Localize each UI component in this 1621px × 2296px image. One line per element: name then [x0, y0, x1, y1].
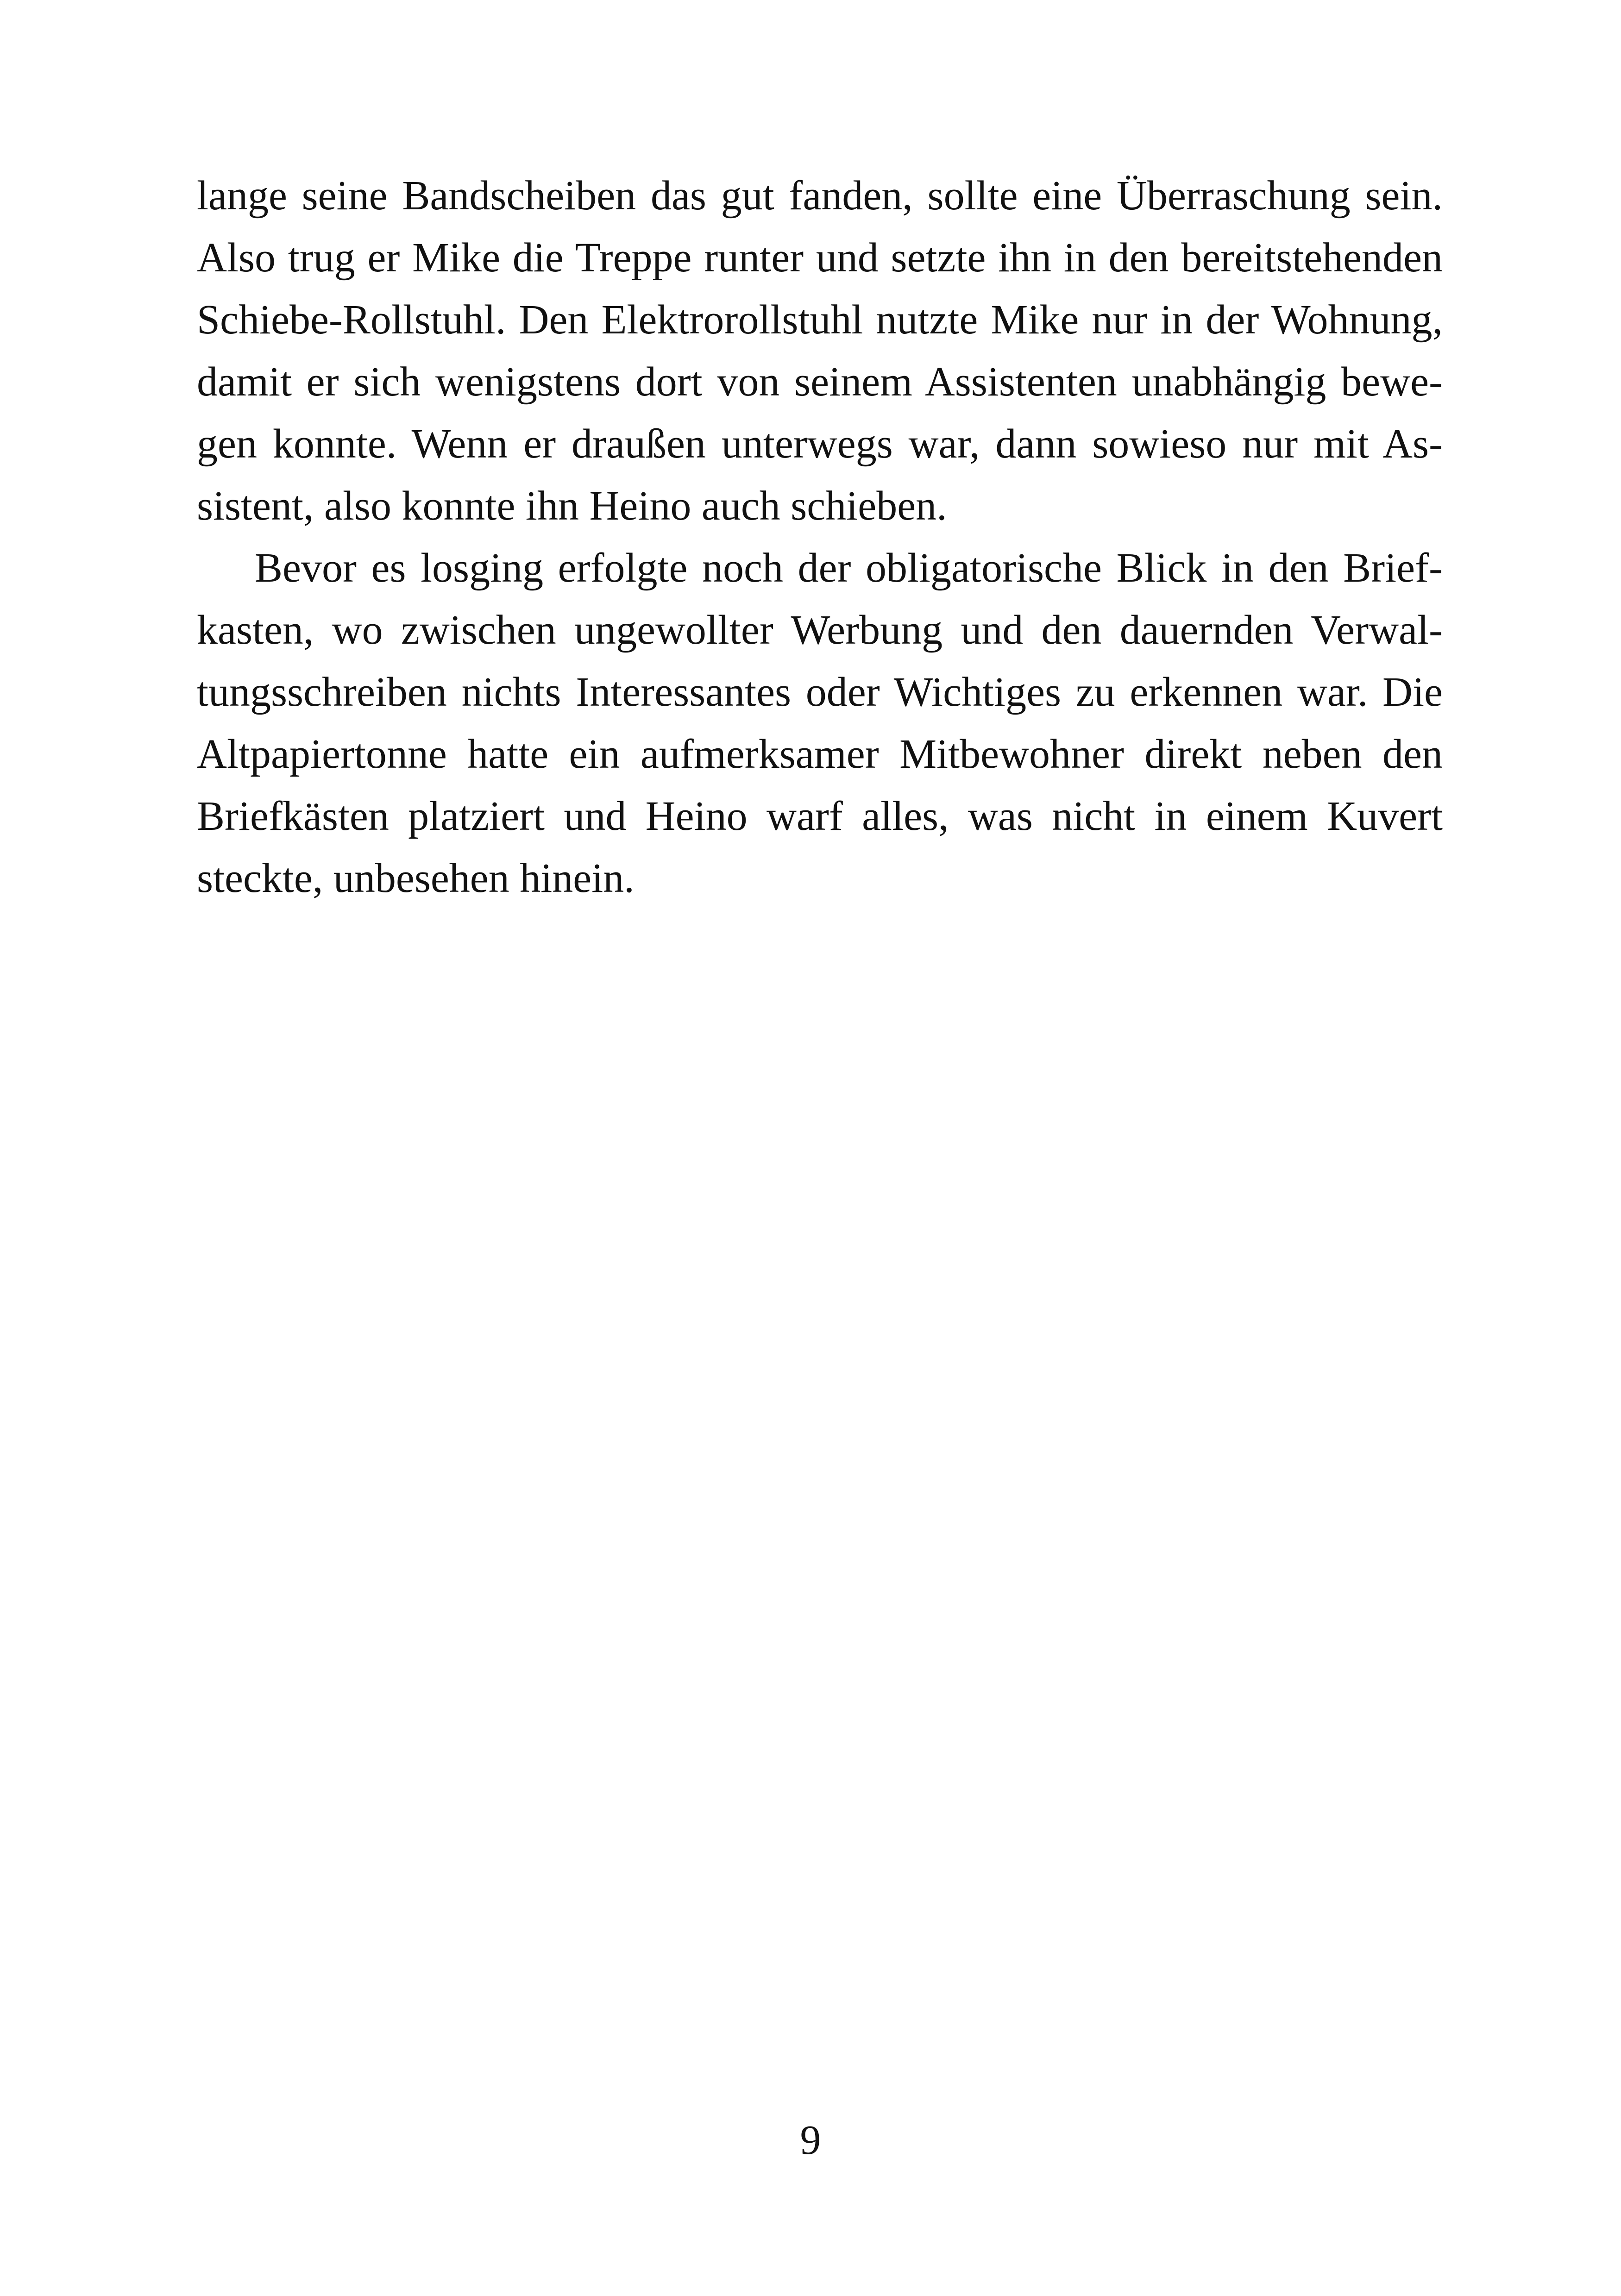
text-line: tungsschreiben nichts Interessantes oder Wichtiges zu erkennen war. Die [197, 669, 1443, 715]
body-text [197, 165, 1443, 910]
text-line: Schiebe-Rollstuhl. Den Elektrorollstuhl nutzte Mike nur in der Wohnung, [197, 297, 1443, 343]
text-line: sistent, also konnte ihn Heino auch schieben. [197, 483, 947, 529]
paragraph-1 [197, 165, 1443, 537]
text-line: damit er sich wenigstens dort von seinem Assistenten unabhängig bewe- [197, 359, 1443, 405]
paragraph-2 [197, 537, 1443, 910]
text-line: lange seine Bandscheiben das gut fanden, sollte eine Überraschung sein. [197, 173, 1443, 219]
page-number: 9 [800, 2117, 821, 2163]
text-line: gen konnte. Wenn er draußen unterwegs war, dann sowieso nur mit As- [197, 421, 1443, 467]
text-line: kasten, wo zwischen ungewollter Werbung und den dauernden Verwal- [197, 607, 1443, 653]
text-line: Bevor es losging erfolgte noch der obligatorische Blick in den Brief- [255, 545, 1443, 591]
text-line: Also trug er Mike die Treppe runter und setzte ihn in den bereitstehenden [197, 235, 1443, 281]
text-line: Altpapiertonne hatte ein aufmerksamer Mitbewohner direkt neben den [197, 731, 1443, 777]
text-line: Briefkästen platziert und Heino warf alles, was nicht in einem Kuvert [197, 793, 1443, 839]
text-line: steckte, unbesehen hinein. [197, 855, 635, 901]
